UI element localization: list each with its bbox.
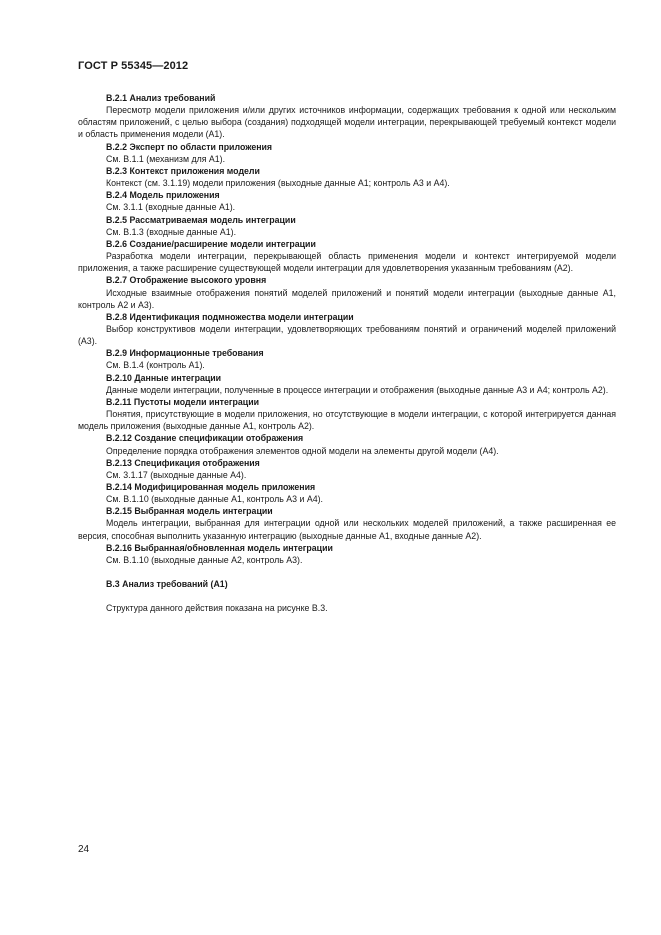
section-title: В.2.14 Модифицированная модель приложения xyxy=(106,482,316,492)
document-body xyxy=(78,92,616,614)
section-title: В.3 Анализ требований (A1) xyxy=(106,579,228,590)
section-text: Определение порядка отображения элементов одной модели на элементы другой модели (A4). xyxy=(106,445,499,456)
section-spacer xyxy=(78,590,616,602)
section-b-2-5 xyxy=(78,214,616,238)
section-text: См. В.1.4 (контроль A1). xyxy=(106,360,205,371)
section-text: Структура данного действия показана на рисунке В.3. xyxy=(106,603,328,614)
section-b-2-2 xyxy=(78,141,616,165)
section-title: В.2.1 Анализ требований xyxy=(106,93,216,103)
section-title: В.2.10 Данные интеграции xyxy=(106,372,222,383)
section-text: См. 3.1.1 (входные данные A1). xyxy=(106,202,236,213)
section-b-2-3 xyxy=(78,165,616,189)
section-title: В.2.16 Выбранная/обновленная модель интеграции xyxy=(106,542,333,553)
section-title: В.2.2 Эксперт по области приложения xyxy=(106,141,273,152)
section-b-2-14 xyxy=(78,481,616,505)
section-text: См. В.1.1 (механизм для A1). xyxy=(106,153,226,164)
section-title: В.2.8 Идентификация подмножества модели интеграции xyxy=(106,311,354,322)
section-text: Разработка модели интеграции, перекрывающей область применения модели и контекст интегрируемой модели приложения, а также расширение существующей модели интеграции для удовлетворения указанным требованиям (A2). xyxy=(78,251,616,274)
section-b-2-16 xyxy=(78,542,616,566)
section-text: См. В.1.10 (выходные данные A1, контроль A3 и A4). xyxy=(106,494,323,505)
section-title: В.2.3 Контекст приложения модели xyxy=(106,165,260,176)
section-b-2-6 xyxy=(78,238,616,274)
section-title: В.2.4 Модель приложения xyxy=(106,190,220,201)
section-text: Контекст (см. 3.1.19) модели приложения (выходные данные A1; контроль A3 и A4). xyxy=(106,178,450,189)
section-b-2-15 xyxy=(78,505,616,541)
section-title: В.2.11 Пустоты модели интеграции xyxy=(106,396,260,407)
section-b-2-11 xyxy=(78,396,616,432)
section-title: В.2.15 Выбранная модель интеграции xyxy=(106,506,273,517)
section-text: Выбор конструктивов модели интеграции, удовлетворяющих требованиям понятий и ограничений моделей приложений (A3). xyxy=(78,323,616,347)
section-text: Данные модели интеграции, полученные в процессе интеграции и отображения (выходные данные A3 и A4; контроль A2). xyxy=(106,384,609,395)
section-text: См. В.1.3 (входные данные A1). xyxy=(106,226,237,237)
section-title: В.2.12 Создание спецификации отображения xyxy=(106,433,304,444)
section-b-2-7 xyxy=(78,274,616,310)
section-title: В.2.13 Спецификация отображения xyxy=(106,457,260,468)
page-number: 24 xyxy=(78,844,90,855)
section-b-2-9 xyxy=(78,347,616,371)
section-b-3 xyxy=(78,578,616,614)
section-title: В.2.9 Информационные требования xyxy=(106,348,264,359)
section-text: См. 3.1.17 (выходные данные A4). xyxy=(106,469,247,480)
section-title: В.2.7 Отображение высокого уровня xyxy=(106,275,267,286)
section-title: В.2.6 Создание/расширение модели интеграции xyxy=(106,238,316,249)
section-b-2-1 xyxy=(78,92,616,141)
section-title: В.2.5 Рассматриваемая модель интеграции xyxy=(106,214,296,225)
section-text: Пересмотр модели приложения и/или других источников информации, содержащих требования к одной или нескольким областям приложений, с целью выбора (создания) подходящей модели интеграции, перекрывающей требуемый контекст модели и область применения модели (A1). xyxy=(78,105,616,140)
section-spacer xyxy=(78,566,616,578)
section-text: Исходные взаимные отображения понятий моделей приложений и понятий модели интеграции (выходные данные A1, контроль A2 и A3). xyxy=(78,287,616,310)
section-b-2-8 xyxy=(78,311,616,347)
section-b-2-4 xyxy=(78,189,616,213)
section-b-2-10 xyxy=(78,372,616,396)
page-header-title: ГОСТ Р 55345—2012 xyxy=(78,60,189,72)
section-b-2-13 xyxy=(78,457,616,481)
section-text: См. В.1.10 (выходные данные A2, контроль A3). xyxy=(106,554,303,565)
section-b-2-12 xyxy=(78,432,616,456)
section-text: Понятия, присутствующие в модели приложения, но отсутствующие в модели интеграции, с которой интегрируется данная модель приложения (выходные данные A1, контроль A2). xyxy=(78,409,616,432)
section-text: Модель интеграции, выбранная для интеграции одной или нескольких моделей приложений, а также расширенная ее версия, способная выполнить указанную интеграцию (выходные данные A1, входные данные A2). xyxy=(78,518,616,541)
